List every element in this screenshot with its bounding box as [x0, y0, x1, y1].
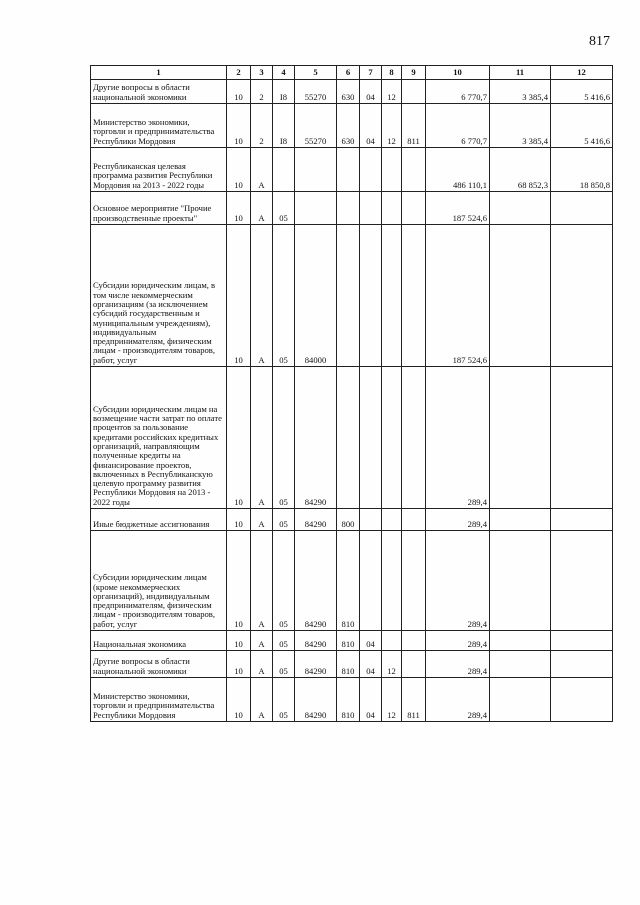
row-cell-col-3: А: [251, 192, 273, 225]
row-cell-col-5: 84290: [295, 509, 337, 531]
row-cell-col-5: 55270: [295, 104, 337, 148]
row-cell-col-7: 04: [360, 631, 382, 651]
row-cell-col-8: [382, 531, 402, 631]
row-cell-col-10: 187 524,6: [426, 225, 490, 367]
row-cell-col-2: 10: [227, 80, 251, 104]
row-cell-col-6: 810: [337, 531, 360, 631]
table-body: [91, 80, 613, 722]
row-cell-col-3: А: [251, 509, 273, 531]
row-cell-col-6: 630: [337, 104, 360, 148]
row-cell-col-12: [551, 651, 613, 678]
row-cell-col-2: 10: [227, 531, 251, 631]
row-cell-col-4: I8: [273, 104, 295, 148]
row-cell-col-2: 10: [227, 225, 251, 367]
table-row: [91, 225, 613, 367]
row-cell-col-4: I8: [273, 80, 295, 104]
row-cell-col-9: [402, 651, 426, 678]
row-cell-col-12: 5 416,6: [551, 80, 613, 104]
row-cell-col-4: 05: [273, 678, 295, 722]
row-cell-col-11: 3 385,4: [490, 104, 551, 148]
row-cell-col-2: 10: [227, 148, 251, 192]
row-cell-col-7: 04: [360, 678, 382, 722]
row-name-cell: Республиканская целевая программа развития Республики Мордовия на 2013 - 2022 годы: [91, 148, 227, 192]
row-cell-col-6: 630: [337, 80, 360, 104]
table-row: [91, 192, 613, 225]
table-row: [91, 678, 613, 722]
row-cell-col-4: [273, 148, 295, 192]
row-cell-col-5: 84290: [295, 651, 337, 678]
row-cell-col-4: 05: [273, 509, 295, 531]
row-cell-col-7: 04: [360, 104, 382, 148]
row-cell-col-2: 10: [227, 651, 251, 678]
row-cell-col-10: 289,4: [426, 651, 490, 678]
row-cell-col-10: 289,4: [426, 678, 490, 722]
row-cell-col-11: [490, 192, 551, 225]
row-cell-col-7: [360, 367, 382, 509]
row-cell-col-12: [551, 367, 613, 509]
row-cell-col-4: 05: [273, 192, 295, 225]
row-cell-col-7: 04: [360, 651, 382, 678]
row-cell-col-9: 811: [402, 104, 426, 148]
row-cell-col-9: [402, 509, 426, 531]
row-name-cell: Субсидии юридическим лицам (кроме некоммерческих организаций), индивидуальным предпринимателям, физическим лицам - производителям товаров, работ, услуг: [91, 531, 227, 631]
row-cell-col-9: [402, 148, 426, 192]
row-cell-col-10: 6 770,7: [426, 104, 490, 148]
row-cell-col-11: [490, 651, 551, 678]
column-header-5: 5: [295, 66, 337, 80]
row-cell-col-5: 84290: [295, 531, 337, 631]
row-cell-col-3: А: [251, 148, 273, 192]
row-cell-col-3: А: [251, 225, 273, 367]
row-name-cell: Министерство экономики, торговли и предпринимательства Республики Мордовия: [91, 104, 227, 148]
row-cell-col-7: [360, 148, 382, 192]
row-cell-col-11: [490, 531, 551, 631]
row-cell-col-8: 12: [382, 80, 402, 104]
row-cell-col-6: [337, 192, 360, 225]
row-cell-col-7: [360, 225, 382, 367]
table-row: [91, 631, 613, 651]
budget-table: [90, 65, 613, 722]
row-cell-col-7: [360, 192, 382, 225]
row-cell-col-12: 5 416,6: [551, 104, 613, 148]
row-cell-col-5: 84290: [295, 678, 337, 722]
row-cell-col-11: [490, 225, 551, 367]
column-header-12: 12: [551, 66, 613, 80]
table-row: [91, 148, 613, 192]
row-cell-col-7: [360, 531, 382, 631]
row-cell-col-2: 10: [227, 104, 251, 148]
row-cell-col-9: [402, 631, 426, 651]
row-cell-col-5: 84290: [295, 367, 337, 509]
row-cell-col-12: [551, 225, 613, 367]
row-cell-col-8: [382, 192, 402, 225]
column-header-1: 1: [91, 66, 227, 80]
row-cell-col-3: 2: [251, 80, 273, 104]
row-name-cell: Другие вопросы в области национальной экономики: [91, 651, 227, 678]
row-cell-col-4: 05: [273, 651, 295, 678]
row-cell-col-8: 12: [382, 678, 402, 722]
column-header-2: 2: [227, 66, 251, 80]
row-cell-col-4: 05: [273, 631, 295, 651]
column-header-9: 9: [402, 66, 426, 80]
row-cell-col-8: [382, 631, 402, 651]
table-row: [91, 651, 613, 678]
row-cell-col-2: 10: [227, 192, 251, 225]
row-cell-col-11: [490, 678, 551, 722]
row-cell-col-9: [402, 531, 426, 631]
row-cell-col-7: 04: [360, 80, 382, 104]
row-cell-col-12: [551, 192, 613, 225]
row-name-cell: Министерство экономики, торговли и предпринимательства Республики Мордовия: [91, 678, 227, 722]
row-cell-col-9: [402, 367, 426, 509]
column-header-3: 3: [251, 66, 273, 80]
column-header-6: 6: [337, 66, 360, 80]
row-cell-col-3: А: [251, 678, 273, 722]
row-cell-col-6: [337, 367, 360, 509]
row-cell-col-2: 10: [227, 631, 251, 651]
row-cell-col-10: 486 110,1: [426, 148, 490, 192]
table-row: [91, 509, 613, 531]
row-cell-col-6: 810: [337, 651, 360, 678]
table-row: [91, 104, 613, 148]
row-cell-col-4: 05: [273, 531, 295, 631]
row-cell-col-11: [490, 509, 551, 531]
row-cell-col-12: [551, 678, 613, 722]
column-header-10: 10: [426, 66, 490, 80]
row-cell-col-12: 18 850,8: [551, 148, 613, 192]
row-cell-col-8: 12: [382, 104, 402, 148]
row-cell-col-10: 187 524,6: [426, 192, 490, 225]
row-name-cell: Основное мероприятие "Прочие производственные проекты": [91, 192, 227, 225]
row-cell-col-3: А: [251, 631, 273, 651]
row-cell-col-10: 289,4: [426, 509, 490, 531]
row-cell-col-5: 55270: [295, 80, 337, 104]
row-name-cell: Другие вопросы в области национальной экономики: [91, 80, 227, 104]
row-cell-col-9: 811: [402, 678, 426, 722]
row-cell-col-9: [402, 192, 426, 225]
page-number: 817: [589, 34, 610, 49]
row-cell-col-5: 84290: [295, 631, 337, 651]
row-cell-col-5: [295, 148, 337, 192]
row-cell-col-8: 12: [382, 651, 402, 678]
row-cell-col-8: [382, 225, 402, 367]
row-cell-col-10: 289,4: [426, 631, 490, 651]
row-cell-col-9: [402, 225, 426, 367]
row-name-cell: Субсидии юридическим лицам на возмещение части затрат по оплате процентов за пользование кредитами российских кредитных организаций, направляющим полученные кредиты на финансирование проектов, включенных в Республиканскую целевую программу развития Республики Мордовия на 2013 - 2022 годы: [91, 367, 227, 509]
table-row: [91, 531, 613, 631]
row-cell-col-6: 810: [337, 631, 360, 651]
header-row: [91, 66, 613, 80]
row-cell-col-8: [382, 148, 402, 192]
row-name-cell: Субсидии юридическим лицам, в том числе некоммерческим организациям (за исключением субсидий государственным и муниципальным учреждениям), индивидуальным предпринимателям, физическим лицам - производителям товаров, работ, услуг: [91, 225, 227, 367]
row-cell-col-3: А: [251, 651, 273, 678]
row-cell-col-8: [382, 367, 402, 509]
row-cell-col-4: 05: [273, 367, 295, 509]
row-name-cell: Иные бюджетные ассигнования: [91, 509, 227, 531]
row-cell-col-2: 10: [227, 367, 251, 509]
row-cell-col-10: 289,4: [426, 531, 490, 631]
row-cell-col-10: 289,4: [426, 367, 490, 509]
column-header-7: 7: [360, 66, 382, 80]
row-cell-col-2: 10: [227, 509, 251, 531]
row-cell-col-3: А: [251, 367, 273, 509]
row-cell-col-12: [551, 531, 613, 631]
table-row: [91, 367, 613, 509]
row-cell-col-10: 6 770,7: [426, 80, 490, 104]
row-cell-col-5: [295, 192, 337, 225]
row-cell-col-5: 84000: [295, 225, 337, 367]
row-cell-col-2: 10: [227, 678, 251, 722]
row-cell-col-4: 05: [273, 225, 295, 367]
row-cell-col-3: А: [251, 531, 273, 631]
row-cell-col-6: 800: [337, 509, 360, 531]
row-cell-col-9: [402, 80, 426, 104]
column-header-4: 4: [273, 66, 295, 80]
row-cell-col-11: [490, 631, 551, 651]
row-cell-col-8: [382, 509, 402, 531]
row-cell-col-3: 2: [251, 104, 273, 148]
row-cell-col-6: 810: [337, 678, 360, 722]
row-cell-col-11: 68 852,3: [490, 148, 551, 192]
row-name-cell: Национальная экономика: [91, 631, 227, 651]
row-cell-col-11: [490, 367, 551, 509]
row-cell-col-11: 3 385,4: [490, 80, 551, 104]
table-row: [91, 80, 613, 104]
column-header-11: 11: [490, 66, 551, 80]
row-cell-col-12: [551, 509, 613, 531]
row-cell-col-7: [360, 509, 382, 531]
row-cell-col-12: [551, 631, 613, 651]
row-cell-col-6: [337, 148, 360, 192]
column-header-8: 8: [382, 66, 402, 80]
row-cell-col-6: [337, 225, 360, 367]
